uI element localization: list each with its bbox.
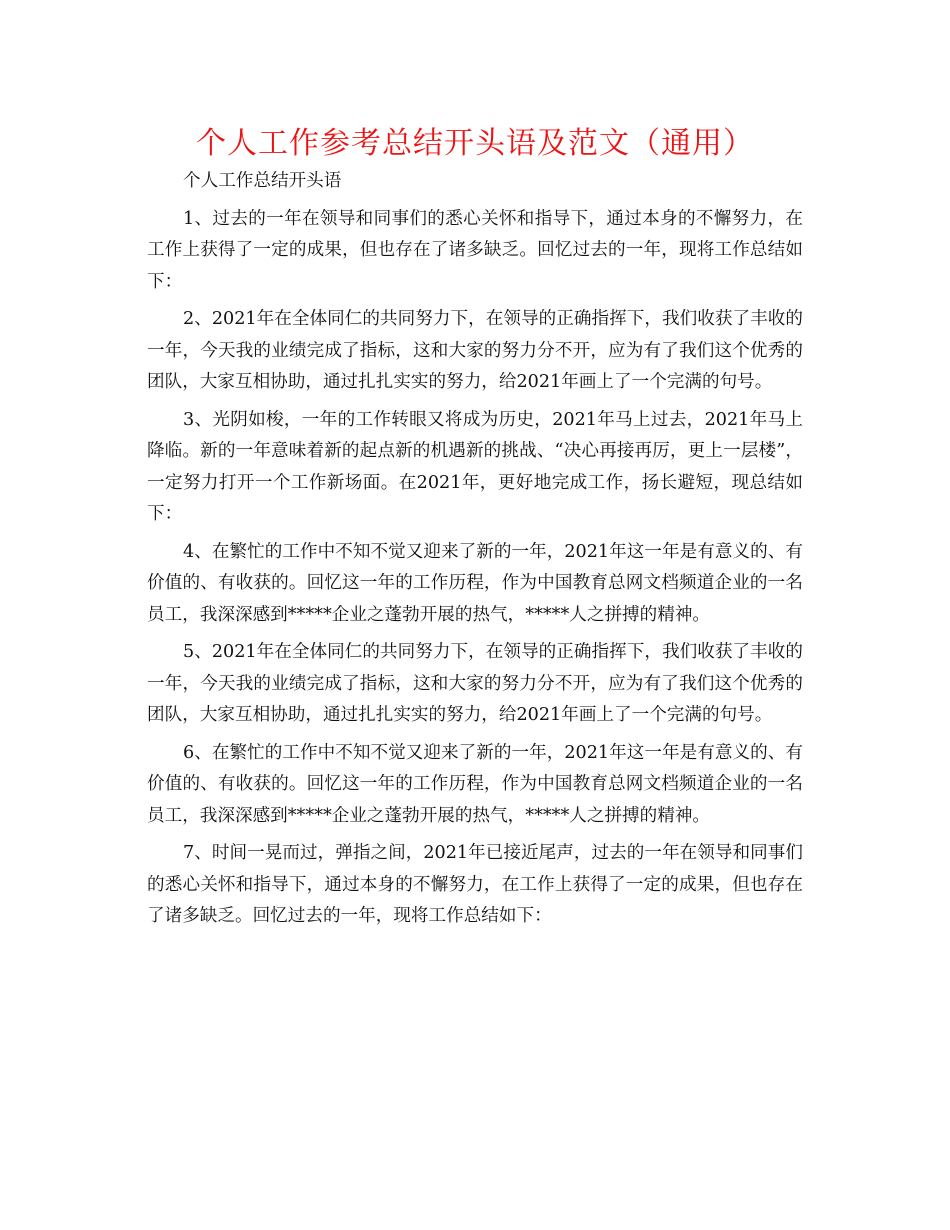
section-subheading: 个人工作总结开头语 <box>183 171 342 191</box>
paragraph-2: 2、2021年在全体同仁的共同努力下，在领导的正确指挥下，我们收获了丰收的一年，今天我的业绩完成了指标，这和大家的努力分不开，应为有了我们这个优秀的团队，大家互相协助，通过扎扎实实的努力，给2021年画上了一个完满的句号。 <box>147 309 803 392</box>
paragraph-3: 3、光阴如梭，一年的工作转眼又将成为历史，2021年马上过去，2021年马上降临。新的一年意味着新的起点新的机遇新的挑战、“决心再接再厉，更上一层楼”，一定努力打开一个工作新场面。在2021年，更好地完成工作，扬长避短，现总结如下： <box>147 409 803 524</box>
paragraph-7: 7、时间一晃而过，弹指之间，2021年已接近尾声，过去的一年在领导和同事们的悉心关怀和指导下，通过本身的不懈努力，在工作上获得了一定的成果，但也存在了诸多缺乏。回忆过去的一年，现将工作总结如下： <box>147 843 803 926</box>
paragraph-6: 6、在繁忙的工作中不知不觉又迎来了新的一年，2021年这一年是有意义的、有价值的、有收获的。回忆这一年的工作历程，作为中国教育总网文档频道企业的一名员工，我深深感到*****企业之蓬勃开展的热气，*****人之拼搏的精神。 <box>147 742 803 826</box>
paragraph-4: 4、在繁忙的工作中不知不觉又迎来了新的一年，2021年这一年是有意义的、有价值的、有收获的。回忆这一年的工作历程，作为中国教育总网文档频道企业的一名员工，我深深感到*****企业之蓬勃开展的热气，*****人之拼搏的精神。 <box>147 541 803 625</box>
document-body <box>147 166 803 939</box>
paragraph-5: 5、2021年在全体同仁的共同努力下，在领导的正确指挥下，我们收获了丰收的一年，今天我的业绩完成了指标，这和大家的努力分不开，应为有了我们这个优秀的团队，大家互相协助，通过扎扎实实的努力，给2021年画上了一个完满的句号。 <box>147 642 803 725</box>
document-title: 个人工作参考总结开头语及范文（通用） <box>196 126 754 161</box>
paragraph-1: 1、过去的一年在领导和同事们的悉心关怀和指导下，通过本身的不懈努力，在工作上获得了一定的成果，但也存在了诸多缺乏。回忆过去的一年，现将工作总结如下： <box>147 208 803 292</box>
